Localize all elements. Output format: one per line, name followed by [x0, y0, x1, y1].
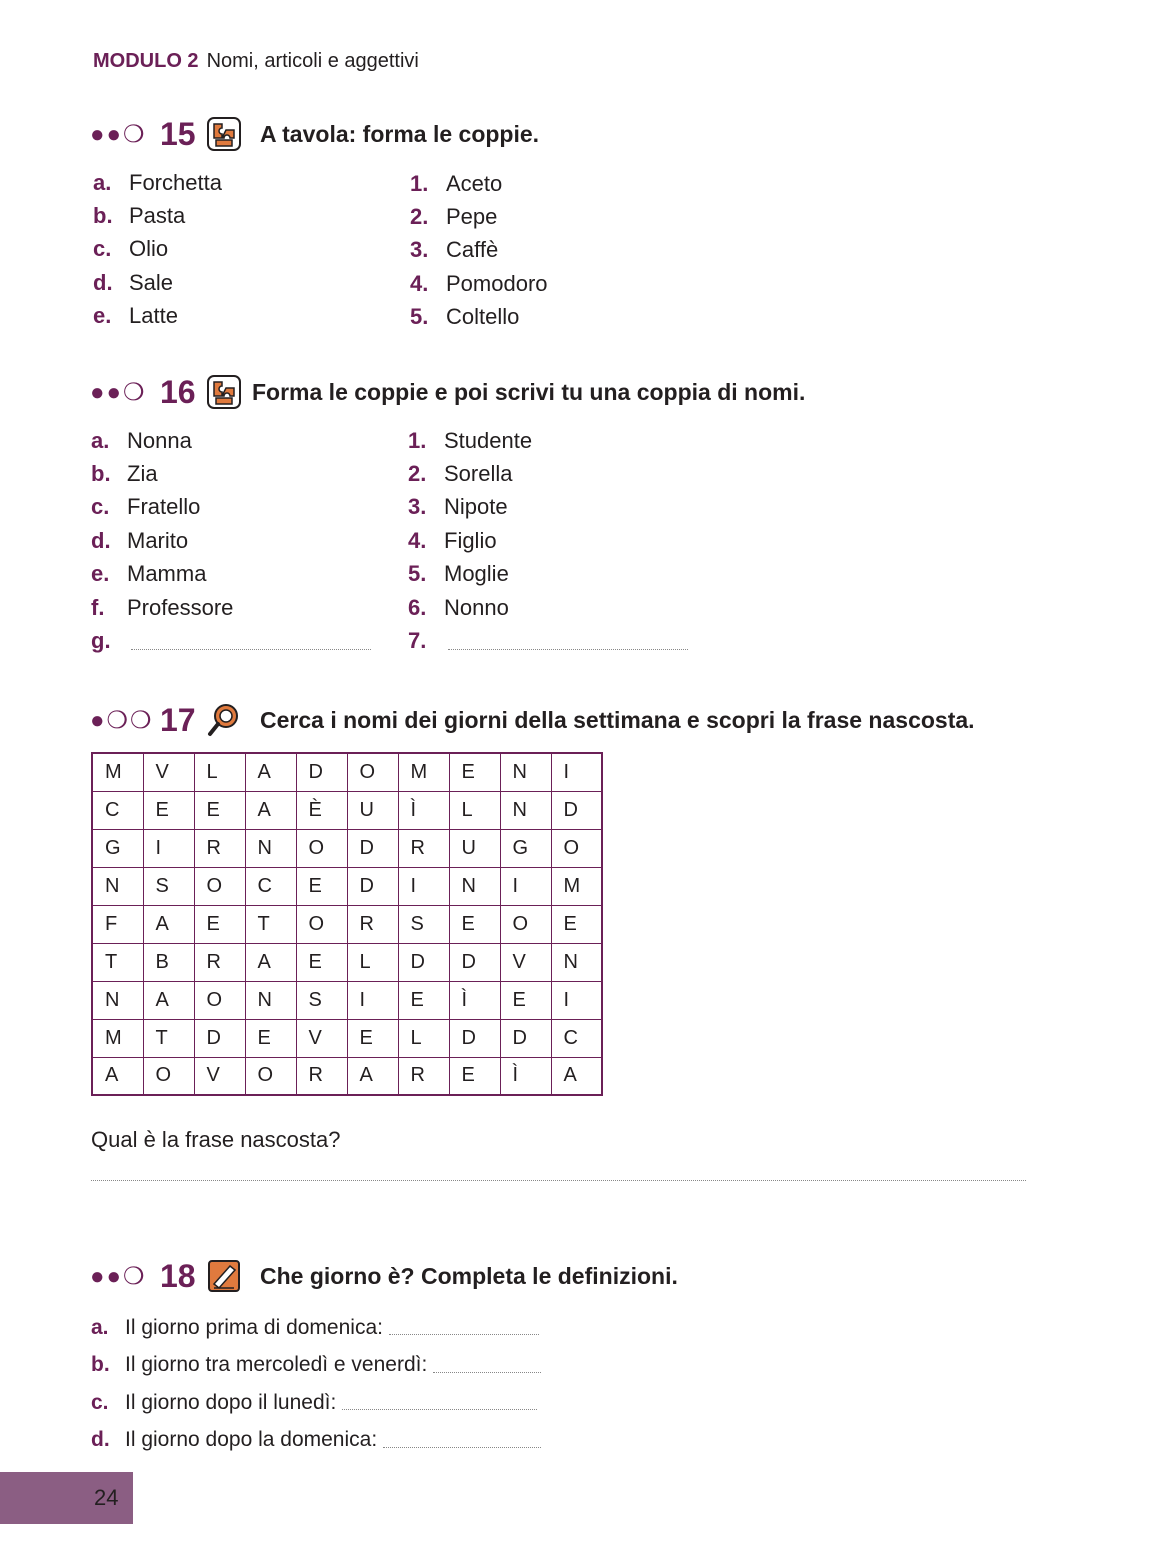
answer-blank[interactable] [383, 1433, 541, 1448]
grid-cell[interactable]: V [296, 1019, 347, 1057]
grid-cell[interactable]: R [194, 943, 245, 981]
list-item: 5. Moglie [408, 561, 509, 587]
list-item: 5. Coltello [410, 304, 520, 330]
grid-cell[interactable]: N [92, 867, 143, 905]
list-item: 4. Figlio [408, 527, 497, 553]
exercise-number: 15 [160, 115, 196, 152]
list-item: b. Pasta [93, 203, 186, 229]
grid-cell[interactable]: R [398, 1057, 449, 1095]
grid-cell[interactable]: A [347, 1057, 398, 1095]
grid-cell[interactable]: R [194, 829, 245, 867]
exercise-number: 16 [160, 373, 196, 410]
grid-cell[interactable]: E [347, 1019, 398, 1057]
grid-cell[interactable]: U [347, 791, 398, 829]
exercise-title: A tavola: forma le coppie. [260, 120, 540, 147]
grid-cell[interactable]: N [92, 981, 143, 1019]
list-item: 7. [408, 624, 688, 657]
grid-cell[interactable]: E [296, 867, 347, 905]
grid-cell[interactable]: E [143, 791, 194, 829]
list-item: c. Olio [93, 236, 169, 262]
grid-cell[interactable]: A [551, 1057, 602, 1095]
module-label: MODULO 2 [93, 50, 199, 72]
grid-cell[interactable]: F [92, 905, 143, 943]
grid-cell[interactable]: G [500, 829, 551, 867]
grid-cell[interactable]: Ì [500, 1057, 551, 1095]
list-item: c. Fratello [91, 494, 201, 520]
list-item: g. [91, 624, 371, 657]
hidden-phrase-question: Qual è la frase nascosta? [91, 1127, 341, 1152]
answer-blank[interactable] [389, 1320, 539, 1335]
grid-cell[interactable]: L [194, 753, 245, 791]
grid-cell[interactable]: E [194, 791, 245, 829]
exercise-16-heading [90, 370, 805, 414]
grid-row [92, 943, 602, 981]
grid-cell[interactable]: E [449, 905, 500, 943]
grid-cell[interactable]: I [551, 981, 602, 1019]
answer-blank[interactable] [342, 1395, 537, 1410]
puzzle-icon [206, 116, 242, 152]
grid-cell[interactable]: E [551, 905, 602, 943]
list-item: 3. Nipote [408, 494, 508, 520]
grid-cell[interactable]: I [500, 867, 551, 905]
grid-cell[interactable]: T [143, 1019, 194, 1057]
grid-cell[interactable]: E [296, 943, 347, 981]
exercise-15-right-list [410, 167, 548, 334]
grid-cell[interactable]: S [296, 981, 347, 1019]
grid-cell[interactable]: I [347, 981, 398, 1019]
grid-cell[interactable]: M [551, 867, 602, 905]
magnifier-icon [206, 702, 242, 738]
grid-cell[interactable]: A [92, 1057, 143, 1095]
grid-cell[interactable]: Ì [449, 981, 500, 1019]
grid-cell[interactable]: V [143, 753, 194, 791]
answer-blank[interactable] [131, 633, 371, 650]
grid-cell[interactable]: A [245, 753, 296, 791]
grid-cell[interactable]: O [551, 829, 602, 867]
grid-cell[interactable]: T [245, 905, 296, 943]
list-item: a. Nonna [91, 427, 192, 453]
grid-cell[interactable]: D [449, 1019, 500, 1057]
grid-cell[interactable]: A [143, 905, 194, 943]
grid-cell[interactable]: R [347, 905, 398, 943]
grid-cell[interactable]: N [449, 867, 500, 905]
list-item: 2. Pepe [410, 204, 498, 230]
writing-icon [206, 1258, 242, 1294]
exercise-17-heading [90, 698, 975, 742]
list-item: c. Il giorno dopo il lunedì: [91, 1384, 541, 1422]
grid-cell[interactable]: B [143, 943, 194, 981]
list-item: 1. Aceto [410, 170, 503, 196]
grid-cell[interactable]: D [449, 943, 500, 981]
grid-row [92, 905, 602, 943]
difficulty-dots: ●●❍ [90, 120, 147, 148]
grid-cell[interactable]: N [500, 791, 551, 829]
grid-cell[interactable]: I [143, 829, 194, 867]
exercise-15-left-list [93, 166, 222, 333]
list-item: d. Sale [93, 269, 174, 295]
grid-cell[interactable]: O [245, 1057, 296, 1095]
list-item: 2. Sorella [408, 461, 513, 487]
exercise-18-heading [90, 1254, 678, 1298]
grid-cell[interactable]: M [92, 753, 143, 791]
difficulty-dots: ●❍❍ [90, 706, 154, 734]
exercise-number: 18 [160, 1257, 196, 1294]
list-item: 1. Studente [408, 427, 533, 453]
exercise-16-right-list [408, 424, 688, 658]
module-subtitle: Nomi, articoli e aggettivi [206, 50, 419, 72]
grid-cell[interactable]: M [92, 1019, 143, 1057]
grid-cell[interactable]: U [449, 829, 500, 867]
list-item: a. Il giorno prima di domenica: [91, 1309, 541, 1347]
grid-cell[interactable]: C [92, 791, 143, 829]
list-item: e. Latte [93, 303, 178, 329]
grid-row [92, 791, 602, 829]
grid-cell[interactable]: O [194, 867, 245, 905]
exercise-title: Che giorno è? Completa le definizioni. [260, 1262, 678, 1289]
answer-blank[interactable] [448, 633, 688, 650]
list-item: f. Professore [91, 594, 234, 620]
puzzle-icon [206, 374, 242, 410]
grid-cell[interactable]: S [143, 867, 194, 905]
grid-cell[interactable]: O [143, 1057, 194, 1095]
grid-cell[interactable]: E [449, 1057, 500, 1095]
grid-cell[interactable]: C [245, 867, 296, 905]
grid-cell[interactable]: E [194, 905, 245, 943]
grid-row [92, 981, 602, 1019]
grid-cell[interactable]: D [500, 1019, 551, 1057]
difficulty-dots: ●●❍ [90, 1262, 147, 1290]
grid-cell[interactable]: T [92, 943, 143, 981]
exercise-title: Forma le coppie e poi scrivi tu una coppia di nomi. [252, 378, 806, 405]
exercise-15-heading [90, 112, 539, 156]
exercise-title: Cerca i nomi dei giorni della settimana e scopri la frase nascosta. [260, 706, 975, 733]
grid-cell[interactable]: D [347, 829, 398, 867]
list-item: 6. Nonno [408, 594, 509, 620]
grid-cell[interactable]: A [245, 943, 296, 981]
list-item: e. Mamma [91, 561, 207, 587]
grid-cell[interactable]: L [398, 1019, 449, 1057]
grid-cell[interactable]: I [398, 867, 449, 905]
grid-cell[interactable]: O [296, 829, 347, 867]
exercise-16-left-list [91, 424, 371, 658]
difficulty-dots: ●●❍ [90, 378, 147, 406]
grid-cell[interactable]: D [551, 791, 602, 829]
grid-cell[interactable]: L [449, 791, 500, 829]
exercise-18-definitions [91, 1309, 541, 1459]
list-item: 4. Pomodoro [410, 270, 548, 296]
grid-cell[interactable]: E [398, 981, 449, 1019]
list-item: 3. Caffè [410, 237, 499, 263]
grid-cell[interactable]: R [398, 829, 449, 867]
grid-cell[interactable]: O [347, 753, 398, 791]
grid-cell[interactable]: E [245, 1019, 296, 1057]
grid-cell[interactable]: Ì [398, 791, 449, 829]
list-item: d. Il giorno dopo la domenica: [91, 1422, 541, 1460]
grid-cell[interactable]: E [449, 753, 500, 791]
grid-cell[interactable]: N [551, 943, 602, 981]
grid-row [92, 753, 602, 791]
answer-blank[interactable] [91, 1180, 1026, 1181]
grid-cell[interactable]: V [194, 1057, 245, 1095]
list-item: a. Forchetta [93, 169, 222, 195]
grid-cell[interactable]: G [92, 829, 143, 867]
grid-cell[interactable]: O [500, 905, 551, 943]
word-search-grid [91, 752, 603, 1096]
grid-cell[interactable]: S [398, 905, 449, 943]
grid-cell[interactable]: D [194, 1019, 245, 1057]
grid-row [92, 867, 602, 905]
answer-blank[interactable] [433, 1358, 541, 1373]
grid-cell[interactable]: V [500, 943, 551, 981]
grid-cell[interactable]: M [398, 753, 449, 791]
page-number: 24 [94, 1485, 119, 1510]
grid-cell[interactable]: R [296, 1057, 347, 1095]
list-item: d. Marito [91, 527, 189, 553]
grid-cell[interactable]: D [347, 867, 398, 905]
grid-cell[interactable]: D [296, 753, 347, 791]
grid-cell[interactable]: L [347, 943, 398, 981]
grid-cell[interactable]: D [398, 943, 449, 981]
grid-cell[interactable]: A [245, 791, 296, 829]
grid-row [92, 1057, 602, 1095]
page-header [93, 50, 419, 73]
exercise-number: 17 [160, 701, 196, 738]
list-item: b. Zia [91, 461, 158, 487]
grid-cell[interactable]: O [194, 981, 245, 1019]
grid-cell[interactable]: C [551, 1019, 602, 1057]
grid-cell[interactable]: È [296, 791, 347, 829]
grid-cell[interactable]: N [500, 753, 551, 791]
list-item: b. Il giorno tra mercoledì e venerdì: [91, 1347, 541, 1385]
grid-row [92, 829, 602, 867]
grid-cell[interactable]: N [245, 829, 296, 867]
grid-cell[interactable]: N [245, 981, 296, 1019]
grid-cell[interactable]: I [551, 753, 602, 791]
grid-row [92, 1019, 602, 1057]
grid-cell[interactable]: O [296, 905, 347, 943]
grid-cell[interactable]: E [500, 981, 551, 1019]
grid-cell[interactable]: A [143, 981, 194, 1019]
